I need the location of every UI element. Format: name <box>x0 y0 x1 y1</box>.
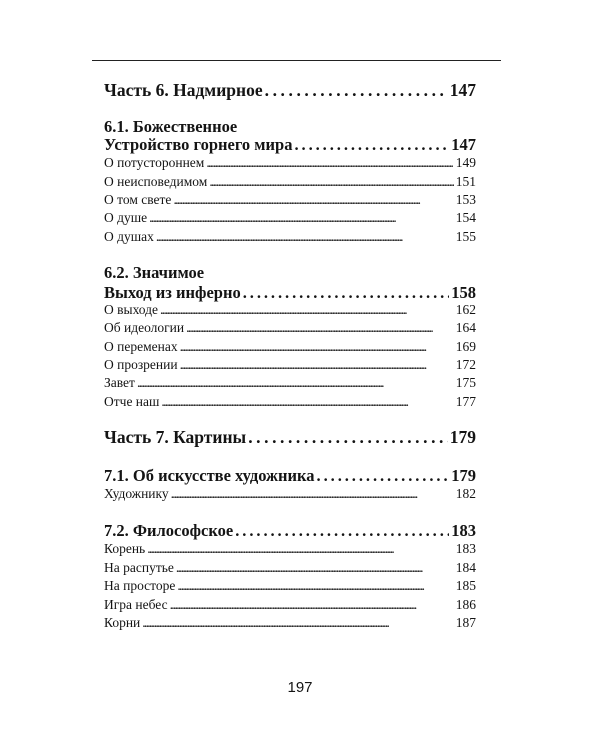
toc-page: 164 <box>455 320 476 335</box>
dot-leader <box>180 357 454 373</box>
toc-page: 187 <box>455 615 476 630</box>
dot-leader <box>147 541 454 557</box>
toc-title: Часть 7. Картины <box>104 427 247 447</box>
dot-leader <box>161 394 453 410</box>
dot-leader <box>206 155 453 171</box>
toc-title: О потустороннем <box>104 155 205 170</box>
dot-leader <box>243 283 450 303</box>
toc-page: 183 <box>451 521 476 540</box>
dot-leader <box>142 615 453 631</box>
toc-entry[interactable] <box>104 541 476 557</box>
toc-entry[interactable] <box>104 155 476 171</box>
toc-page: 162 <box>455 302 476 317</box>
toc-title: Игра небес <box>104 597 168 612</box>
toc-title: Корни <box>104 615 141 630</box>
dot-leader <box>265 80 448 101</box>
toc-page: 158 <box>451 283 476 302</box>
dot-leader <box>173 192 453 208</box>
toc-title: На просторе <box>104 578 176 593</box>
toc-page: 179 <box>449 427 476 447</box>
toc-entry[interactable] <box>104 578 476 594</box>
section-heading-6-1: 6.1. Божественное <box>104 117 238 136</box>
dot-leader <box>149 210 454 226</box>
toc-title: Художнику <box>104 486 169 501</box>
toc-title: Выход из инферно <box>104 283 241 302</box>
toc-title: О неисповедимом <box>104 174 208 189</box>
toc-page: 154 <box>455 210 476 225</box>
toc-page: 177 <box>455 394 476 409</box>
toc-title: О душах <box>104 229 154 244</box>
dot-leader <box>156 229 454 245</box>
dot-leader <box>186 320 454 336</box>
toc-title: 7.1. Об искусстве художника <box>104 466 315 485</box>
dot-leader <box>170 597 454 613</box>
toc-entry[interactable] <box>104 375 476 391</box>
toc-entry-6-2-lead[interactable] <box>104 283 476 303</box>
toc-title: Устройство горнего мира <box>104 135 293 154</box>
toc-entry[interactable] <box>104 339 476 355</box>
dot-leader <box>180 339 454 355</box>
toc-page: 147 <box>449 80 476 100</box>
toc-page: 186 <box>455 597 476 612</box>
dot-leader <box>235 521 449 541</box>
toc-title: Корень <box>104 541 146 556</box>
toc-entry[interactable] <box>104 210 476 226</box>
toc-title: Часть 6. Надмирное <box>104 80 263 100</box>
toc-page: 155 <box>455 229 476 244</box>
toc-title: Отче наш <box>104 394 160 409</box>
toc-entry[interactable] <box>104 597 476 613</box>
toc-entry-7-1[interactable] <box>104 466 476 486</box>
toc-entry-6-1-lead[interactable] <box>104 135 476 155</box>
dot-leader <box>317 466 450 486</box>
dot-leader <box>137 375 454 391</box>
toc-page: 185 <box>455 578 476 593</box>
toc-page: 151 <box>455 174 476 189</box>
toc-page: 184 <box>455 560 476 575</box>
toc-entry[interactable] <box>104 302 476 318</box>
toc-title: О том свете <box>104 192 172 207</box>
toc-title: О прозрении <box>104 357 178 372</box>
toc-part-7[interactable] <box>104 427 476 448</box>
toc-title: Завет <box>104 375 135 390</box>
toc-page: 175 <box>455 375 476 390</box>
dot-leader <box>160 302 454 318</box>
toc-entry[interactable] <box>104 560 476 576</box>
toc-entry[interactable] <box>104 192 476 208</box>
dot-leader <box>294 135 449 155</box>
toc-entry[interactable] <box>104 615 476 631</box>
toc-title: Об идеологии <box>104 320 185 335</box>
toc-entry[interactable] <box>104 174 476 190</box>
dot-leader <box>176 560 454 576</box>
section-heading-6-2: 6.2. Значимое <box>104 263 205 282</box>
dot-leader <box>171 486 454 502</box>
dot-leader <box>177 578 453 594</box>
toc-entry[interactable] <box>104 320 476 336</box>
toc-title: О душе <box>104 210 148 225</box>
toc-page: 172 <box>455 357 476 372</box>
page-number: 197 <box>287 679 313 696</box>
toc-part-6[interactable] <box>104 80 476 101</box>
toc-entry-7-2[interactable] <box>104 521 476 541</box>
toc-page: 183 <box>455 541 476 556</box>
toc-page: 182 <box>455 486 476 501</box>
toc-page: 147 <box>451 135 476 154</box>
toc-title: О выходе <box>104 302 159 317</box>
toc-entry[interactable] <box>104 229 476 245</box>
toc-title: 7.2. Философское <box>104 521 234 540</box>
dot-leader <box>248 427 448 448</box>
toc-title: На распутье <box>104 560 174 575</box>
top-rule <box>92 60 501 61</box>
toc-page: 153 <box>455 192 476 207</box>
toc-entry[interactable] <box>104 394 476 410</box>
toc-page: 149 <box>455 155 476 170</box>
toc-entry[interactable] <box>104 486 476 502</box>
toc-page: 169 <box>455 339 476 354</box>
toc-entry[interactable] <box>104 357 476 373</box>
toc-page: 179 <box>451 466 476 485</box>
toc-title: О переменах <box>104 339 178 354</box>
dot-leader <box>209 174 453 190</box>
